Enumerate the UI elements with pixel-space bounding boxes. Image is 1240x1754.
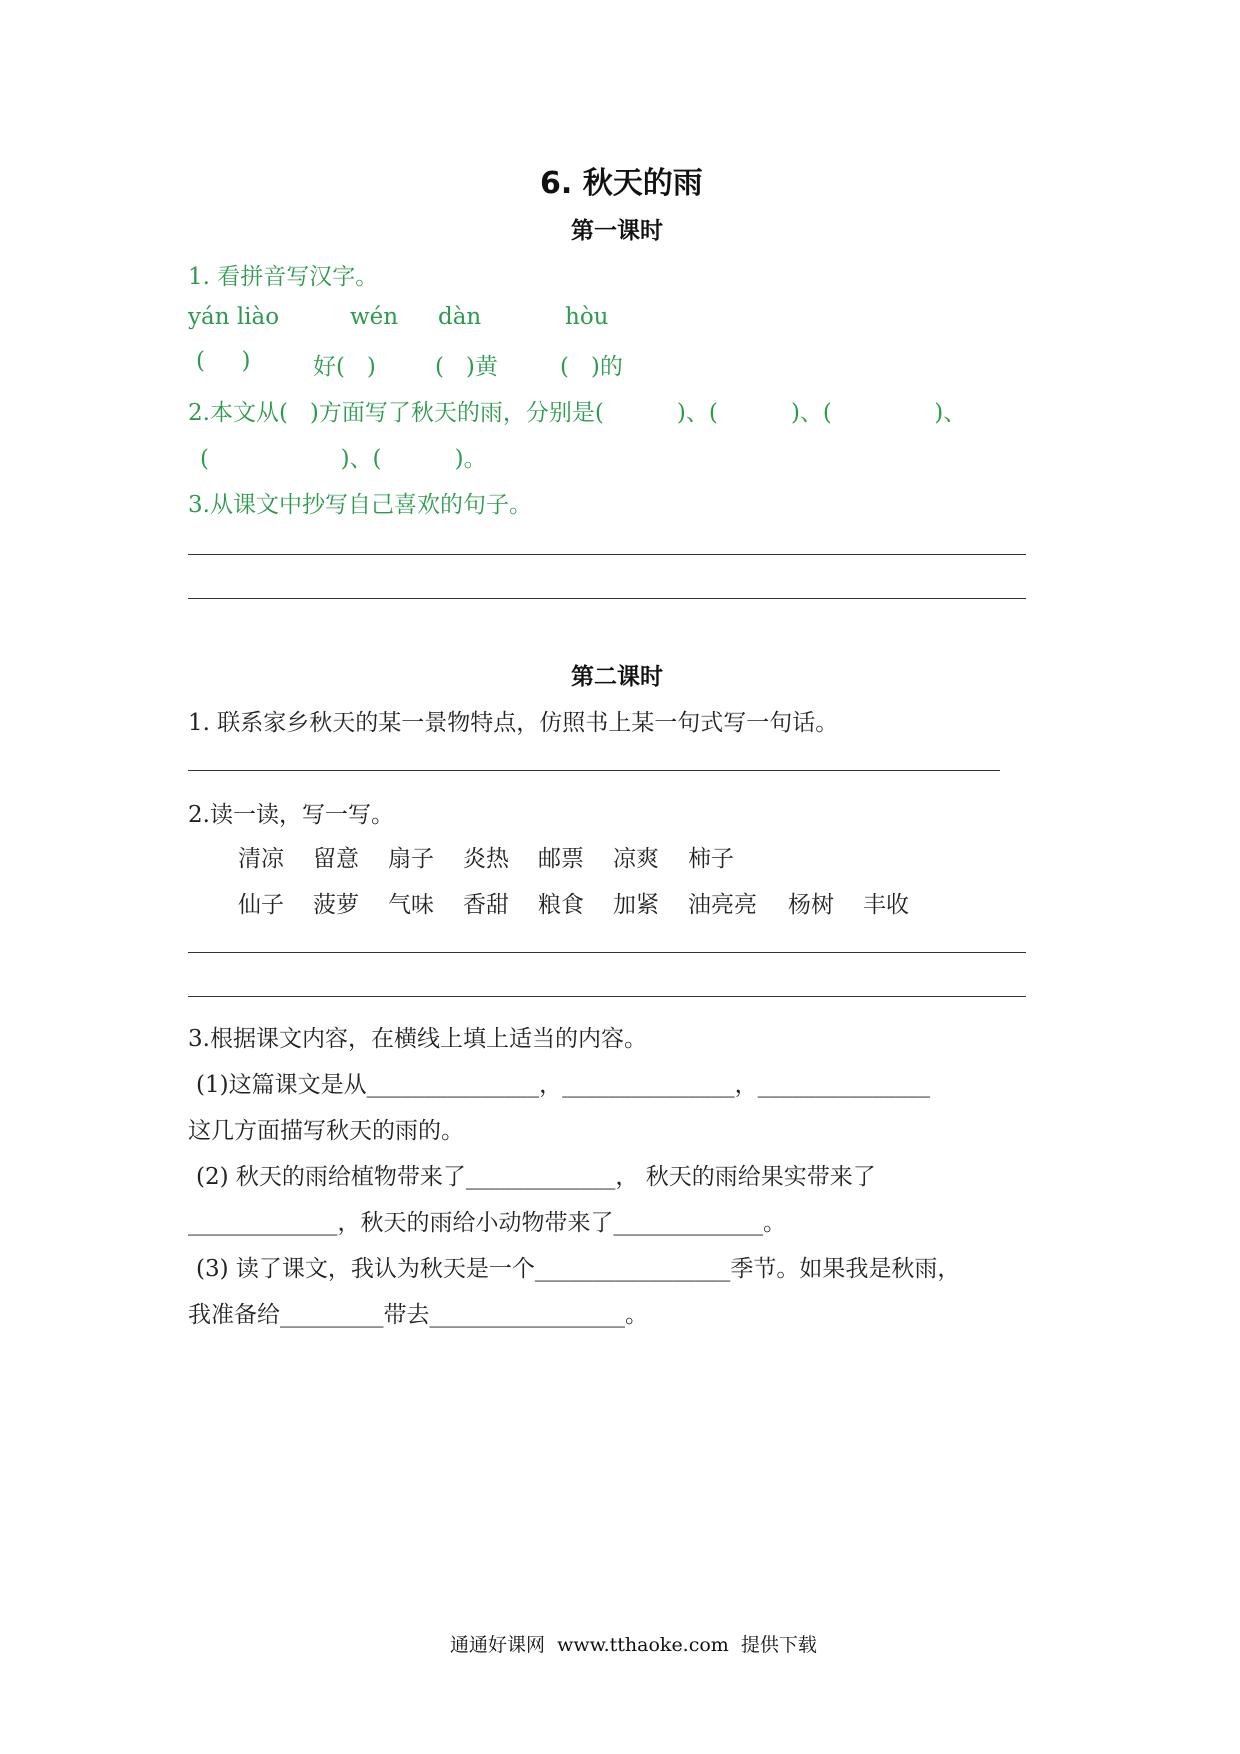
answer-line[interactable] [188,996,1026,997]
pinyin-3: dàn [438,304,482,330]
answer-line[interactable] [188,598,1026,599]
lesson1-q3: 3.从课文中抄写自己喜欢的句子。 [188,492,532,518]
lesson2-q3-1-line1: (1)这篇课文是从_______________，_______________，_______________ [196,1072,931,1098]
page-title: 6. 秋天的雨 [540,166,703,201]
word: 香甜 [463,892,509,918]
hanzi-blank-1: ( ) [196,348,251,374]
word: 菠萝 [313,892,359,918]
word: 粮食 [538,892,584,918]
lesson2-q3-3-line2: 我准备给_________带去_________________。 [188,1302,648,1328]
lesson2-q3-3-line1: (3) 读了课文，我认为秋天是一个_________________季节。如果我是秋雨， [196,1256,961,1282]
word: 留意 [313,846,359,872]
word: 柿子 [688,846,734,872]
lesson2-q3-1-line2: 这几方面描写秋天的雨的。 [188,1118,464,1144]
lesson2-q3-2-line2: _____________，秋天的雨给小动物带来了_____________。 [188,1210,786,1236]
footer: 通通好课网 www.tthaoke.com 提供下载 [450,1634,817,1656]
word: 杨树 [788,892,834,918]
hanzi-blank-3: ( )黄 [435,354,498,380]
word: 仙子 [238,892,284,918]
word: 加紧 [613,892,659,918]
lesson2-q3-2-line1: (2) 秋天的雨给植物带来了_____________， 秋天的雨给果实带来了 [196,1164,876,1190]
word: 丰收 [863,892,909,918]
lesson2-heading: 第二课时 [571,663,663,690]
lesson1-q1: 1. 看拼音写汉字。 [188,264,379,290]
word: 炎热 [463,846,509,872]
answer-line[interactable] [188,554,1026,555]
lesson1-q2-line2: ( )、( )。 [200,446,487,472]
pinyin-4: hòu [565,304,609,330]
word: 邮票 [538,846,584,872]
lesson1-q2-line1: 2.本文从( )方面写了秋天的雨，分别是( )、( )、( )、 [188,400,967,426]
answer-line[interactable] [188,770,1000,771]
hanzi-blank-4: ( )的 [560,354,623,380]
answer-line[interactable] [188,952,1026,953]
hanzi-blank-2: 好( ) [313,354,376,380]
word: 凉爽 [613,846,659,872]
word: 清凉 [238,846,284,872]
word: 气味 [388,892,434,918]
lesson2-q1: 1. 联系家乡秋天的某一景物特点，仿照书上某一句式写一句话。 [188,710,839,736]
word: 扇子 [388,846,434,872]
pinyin-1: yán liào [188,304,280,330]
lesson2-q3: 3.根据课文内容，在横线上填上适当的内容。 [188,1026,647,1052]
word: 油亮亮 [688,892,757,918]
lesson1-heading: 第一课时 [571,217,663,244]
pinyin-2: wén [350,304,399,330]
lesson2-q2: 2.读一读，写一写。 [188,802,394,828]
